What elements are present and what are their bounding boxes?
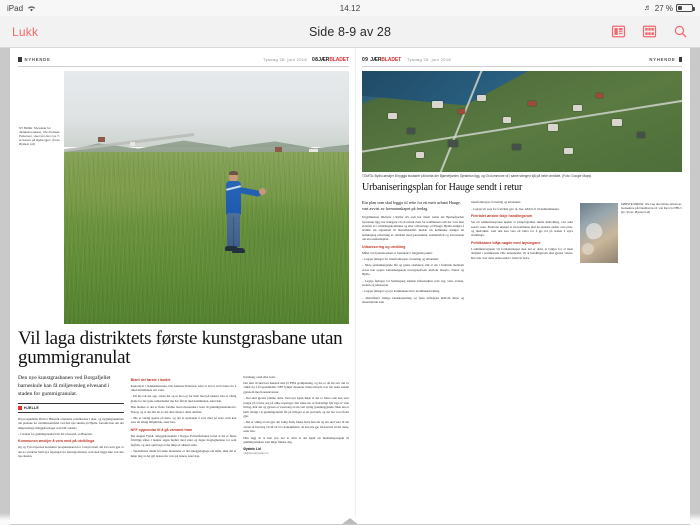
page-left[interactable] (10, 48, 355, 525)
right-column-3 (580, 200, 682, 304)
right-col2-subhead-2: Politikarane blåja nøgde med løysingane (471, 240, 541, 245)
photo-side-caption: NY BANE: Styreleiar for Jadakameratane, Ole Andreas Pettersen, viser kor den nye 7-ar-banen på Hjelle igjen. (Foto: Øystein Lid) (19, 126, 61, 147)
right-col1-body-2: Måtet verd planleverkeit er formaleirt i følgjande punkt: – Legaja føringar for transformasjon, fortetting og urbanisert. – Sikre samanhengande blå og grøne strukturar slik at ein i framtida melleom avsaa kan oppna samanhengande turvegsnettverk mellom Osøyro, Nøren og Hjelle. – Legaja føringar for heilskapleg teknisk infrastruktur som veg, vatn, avlaup, straum og telenasjon. – Legaja føringar og nye kommunale krav utomhusutforming. – Identifisera viktige landskapsrelieg og fjern samspelet mellom desse og materialbruk som (362, 250, 464, 305)
folio-number-right: 09 (362, 56, 369, 63)
left-col1-body: Då prosjektleiar Halvor Hanevik orienterte politikarane i plan- og bygningsnemnda om planane for utomhusområdet ved den nye skulen på Hjelle, fortalde han om det miljøvenlege tilleggsforslaget som blir vurdert. – I staden for gummigranulat blir det elvesand, sa Hanevik. (18, 416, 124, 436)
byline: HJELLE (18, 403, 124, 413)
device-label: iPad (7, 3, 24, 13)
left-col1-body-2: Og og Tysværposten kontaktar prosjektleiaren for å høyra meir om kva som gjer at dei no vurderer heilt nye løysingar for kunstgrasbanen, som skal liggja like ved den nye skulen. (18, 445, 124, 459)
status-clock: 14.12 (339, 3, 361, 13)
masthead-left (18, 54, 349, 67)
reader-toolbar (0, 16, 700, 48)
left-col2-subhead-1: Blant dei første i landet (130, 377, 171, 382)
portrait-block (580, 203, 682, 263)
portrait-caption: FØRSTE REKKE: Ole Lag den første skissa av bustadene på hotelltomta vil, vist fram for PBU i fjor. (Foto: Øystein Lid) (621, 202, 682, 215)
thumbnail-grid-icon[interactable] (642, 24, 657, 39)
section-label: NYHENDE (24, 57, 51, 62)
ios-status-bar (0, 0, 700, 16)
left-body-columns (18, 375, 349, 459)
main-photo (64, 71, 349, 324)
right-col1-subhead: Urbanisering og utvikling (362, 244, 406, 249)
bluetooth-icon: ♬ (643, 3, 652, 12)
search-icon[interactable] (673, 24, 688, 39)
right-col2-subhead-1: Fleirtalet ønskte ikkje handlingsrom (471, 214, 533, 219)
left-column-1 (18, 375, 124, 459)
right-column-2 (471, 200, 573, 304)
left-col3-body: Kynhaug, sand eller korn. Det skal til skrevast hausten skal få FIFA godkjenning, og det er då ein stor del av vilkår for å få spelemidlar. NFF fylkjer dessutan vidare tilbydt over tid, noko sandet gjennom med konsekvensar. – Det skal gjerast jamme deira. Den nye kjem ikkje at det er fleire som kan vere prøgar på å feira seg på ulike løysingar. Det same mo er fleirtaltigt fylt laga er vatn tilslag, mår det og gjerast er vasstrong at ein vert nydig grunnleggjande. Men ein er heilt viktigt i at gummigranulat får på tilbypet er eit problem, og det har vore fleire gjer. – Det er viktig at ein gjer det vekig fram, fekke beire han sin og ein skal vera til det avtale så fast ting vil då vil å to kontaktfeltet, alt kan me gjo stå kontrol til det dette, seier han. Han lagg til at han tror det er slått at det kjem eit medlemsprosjekt til gummigranulata som ikkje finnast dag. (243, 374, 350, 445)
close-button[interactable]: Lukk (12, 24, 39, 39)
right-gutter (690, 48, 700, 525)
byline-marker-icon (18, 406, 22, 410)
left-signature: Øystein Lid oli@tysvarposten.no (243, 446, 269, 455)
paper-logo: JÆRBLADET (318, 56, 349, 63)
right-body-columns (362, 200, 682, 304)
person-in-photo (221, 172, 247, 258)
left-column-3 (243, 375, 349, 459)
left-col2-subhead-2: NFF oppmodar til å gå varsamt fram (130, 427, 193, 432)
right-col2-body-2: I administrasjonen vil formannskapet skal det er deira at fylkjar for at mest dalpåtel i politikarane ville unnarbeidd, vil at handlingsrom skal gjerast vidare. Det nok over dette siden under i behovet deira. (471, 246, 573, 260)
issue-date-right: Tysdag 26. juni 2018 (407, 57, 451, 62)
page-spread[interactable] (10, 48, 690, 525)
newspaper-reader[interactable] (0, 48, 700, 525)
status-right (644, 4, 693, 13)
section-label-right: NYHENDE (649, 57, 676, 62)
right-lead: Ein plan som skal leggja til rette for eit meir urbant Hauge, vart avvist av formannskapet på fredag. (362, 200, 461, 212)
masthead-right (362, 54, 682, 67)
left-col2-body-1: Kjøretøyet i Jadakameratane, Ole Andreas Pettersen, seier at dei er svært klare for å smed kommunen sitt valet. – Då me tok det opp, visste det og ut mot og var heilt med på tanken. Det er viktig glade for det gode samarbeidet me har fått til med kommunen, seier han. Han meiner at dei er fleire forldke land elvesanden i løtet til gummigranulatkorn i Noreg, og at dei blir eit av dei aller første i dette område. – Me er veldig spente på dette, og det er spanande å vera med på noko som kan vera eit viktig miljøtiltak, seier han. (130, 383, 237, 425)
page-right[interactable] (355, 48, 690, 525)
battery-icon (676, 4, 693, 12)
paper-logo-right: JÆRBLADET (370, 56, 402, 63)
portrait-photo (580, 203, 618, 263)
section-marker-icon (18, 57, 22, 62)
left-column-2 (131, 375, 237, 459)
folio-number: 08 (311, 56, 319, 63)
aerial-photo-caption: TOMTA: Bydlu ønskjer å byggja bustader på tomta der Bjørnefjorden Gjestetun ligg, og Os kommune vil i same slengen sjå på heile området. (Foto: Google Maps) (362, 174, 592, 178)
left-ingress: Den nye kunstgrasbanen ved Borgafjellet barneskule kan få miljøvenleg elvesand i staden for gummigranulat. (18, 374, 111, 397)
left-headline: Vil laga distriktets første kunstgrasbane utan gummigranulat (18, 328, 343, 369)
aerial-photo (362, 71, 682, 172)
toolbar-actions (611, 24, 688, 39)
right-col1-body: Utgjelmennet tilknytte i Rylfer AS som har tilsett tomta der Bjørnefjorden Gjestetun ligg, har tidlegare vil eit urbant meir for kommunen som der vore ekst skrantat av i utviklingskommune og eller omverrings- på Hauge. Bydlu ønskjer å utvikle sin eigendom til bustadføremål, medan Os kommune ønskjer eit heilskapleg utforming av området med gatestruktur, kollektivfelt og nærasrnede om ein sentrumsplan. (362, 215, 464, 242)
left-col1-subhead: Kommunen ønskjer å vera med på utviklinga (18, 439, 95, 444)
page-title: Side 8-9 av 28 (308, 24, 391, 39)
left-gutter (0, 48, 10, 525)
issue-date: Tysdag 26. juni 2018 (263, 57, 307, 62)
battery-percent-label: 27 % (654, 3, 673, 13)
left-col2-body-2: Det August Fjeldt, anleggskonsulent i Norges Fotballforbund, fortel at det er fleire frivillige såtter i hennar eigen fagfelt med valet og dagar moglegheitane for som fagfolk, og anar sjølvsagt at det ikkje er sikkert enda. – Spesialisten tiltakt frå ulike materialer er dei anleggsfaglege ein måte, men det er ikkje ting at det går nokon før vera på banen, seier han. (130, 433, 237, 458)
right-headline: Urbaniseringsplan for Hauge sendt i retur (362, 182, 523, 194)
right-col2-body-1: Ser eit administrasjonen ønskte at planprogramet skulle mellomleg, vart saka sendt i retur. Fleirtalet ønskjer at Os kommune skal ha sterkare andlar over plan- og medviktet, som den kan vera eit bidra for å gje tid på staden å styra utviklinga. (471, 220, 573, 238)
right-col2-body: transformasjon, fortetting og urbanisert. – Legaja vil vera for å utvikla gav, tå, bsu. AM m.fl. til kulturelhennet. (471, 200, 560, 211)
section-marker-icon-right (679, 57, 683, 62)
page-layout-icon[interactable] (611, 24, 626, 39)
right-column-1 (362, 200, 464, 304)
